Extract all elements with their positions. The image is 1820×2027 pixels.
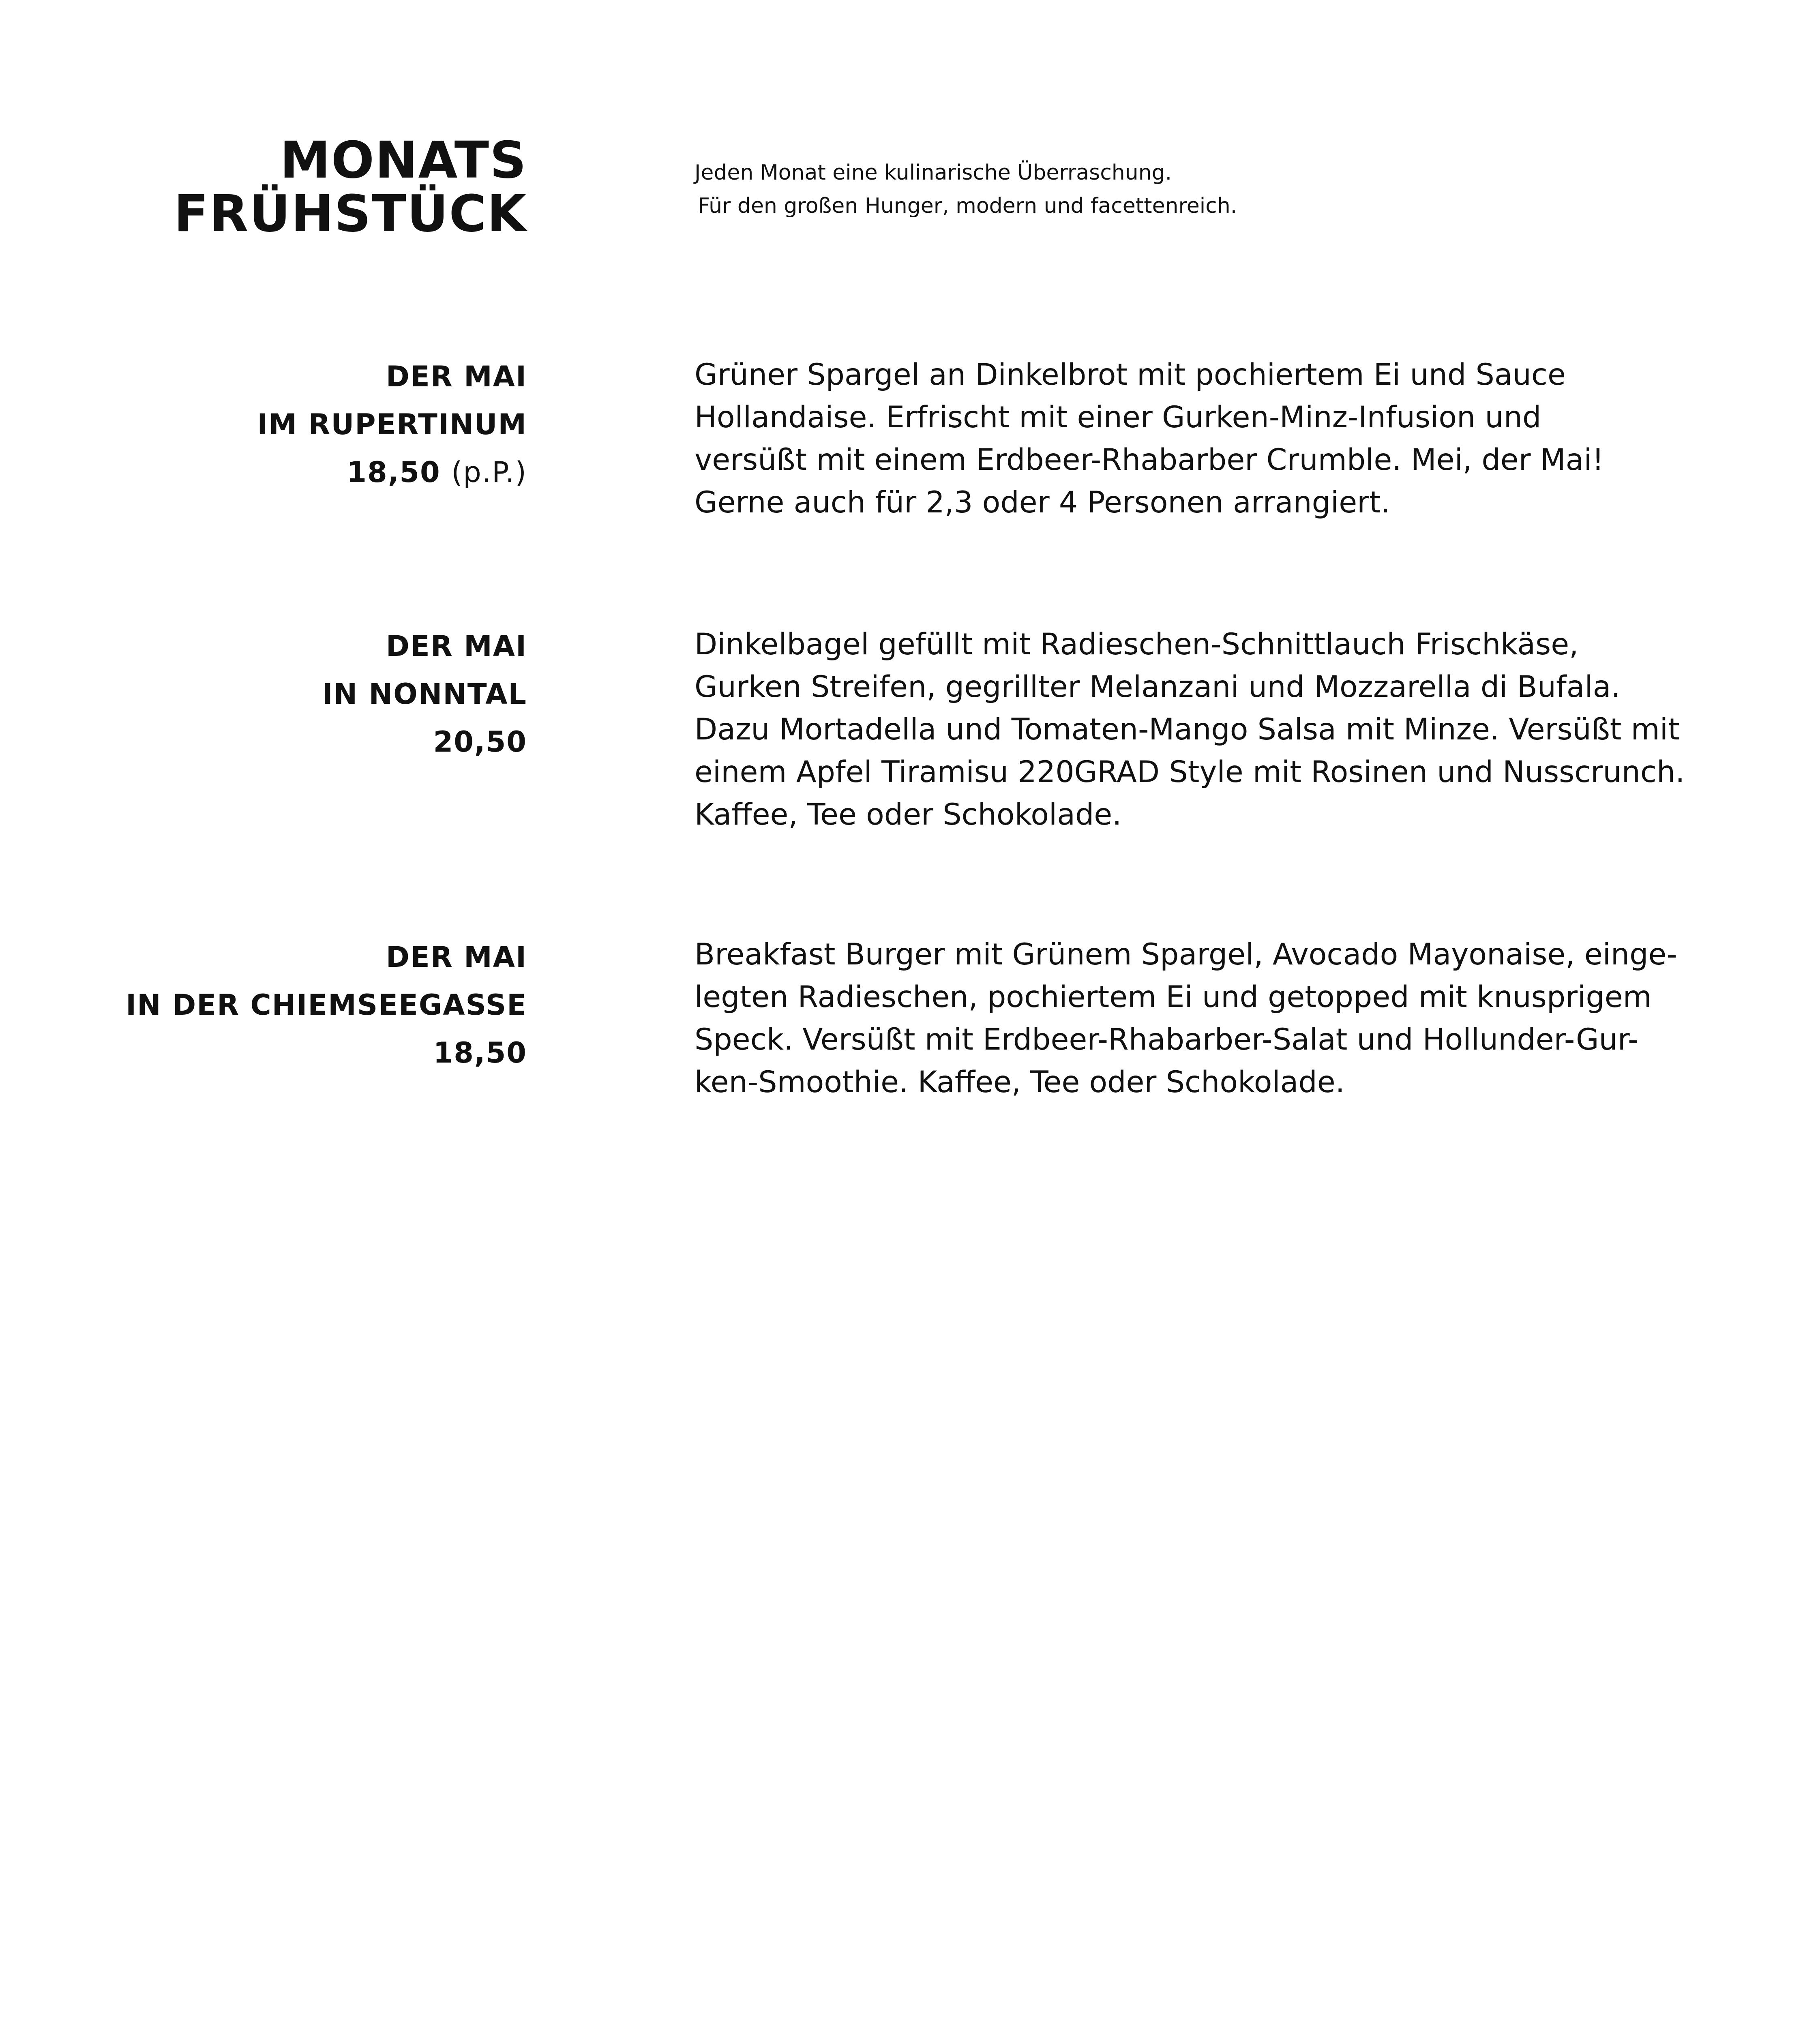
section-label-rupertinum bbox=[257, 353, 527, 496]
section-month: DER MAI bbox=[386, 941, 527, 974]
section-price: 20,50 bbox=[433, 725, 527, 759]
description-line: legten Radieschen, pochiertem Ei und getopped mit knusprigem bbox=[695, 980, 1652, 1014]
description-line: Dinkelbagel gefüllt mit Radieschen-Schnittlauch Frischkäse, bbox=[695, 627, 1579, 662]
section-location: IN NONNTAL bbox=[322, 677, 527, 711]
section-price-line bbox=[257, 448, 527, 496]
price-unit: (p.P.) bbox=[451, 456, 527, 489]
section-description-chiemseegasse bbox=[695, 933, 1677, 1103]
section-location: IN DER CHIEMSEEGASSE bbox=[126, 988, 527, 1022]
title-line-2: FRÜHSTÜCK bbox=[174, 184, 527, 243]
description-line: Kaffee, Tee oder Schokolade. bbox=[695, 797, 1122, 832]
description-line: Speck. Versüßt mit Erdbeer-Rhabarber-Salat und Hollunder-Gur- bbox=[695, 1022, 1639, 1057]
description-line: einem Apfel Tiramisu 220GRAD Style mit Rosinen und Nusscrunch. bbox=[695, 755, 1685, 789]
description-line: Breakfast Burger mit Grünem Spargel, Avocado Mayonaise, einge- bbox=[695, 937, 1677, 972]
section-price: 18,50 bbox=[347, 456, 441, 489]
title-line-1: MONATS bbox=[280, 131, 527, 190]
intro-text bbox=[695, 156, 1237, 223]
description-line: Gurken Streifen, gegrillter Melanzani und Mozzarella di Bufala. bbox=[695, 670, 1621, 704]
section-month: DER MAI bbox=[386, 630, 527, 663]
description-line: Grüner Spargel an Dinkelbrot mit pochiertem Ei und Sauce bbox=[695, 358, 1566, 392]
description-line: versüßt mit einem Erdbeer-Rhabarber Crumble. Mei, der Mai! bbox=[695, 443, 1604, 477]
description-line: ken-Smoothie. Kaffee, Tee oder Schokolade. bbox=[695, 1065, 1345, 1099]
intro-line-2: Für den großen Hunger, modern und facettenreich. bbox=[698, 194, 1237, 218]
section-label-nonntal bbox=[322, 622, 527, 766]
section-location: IM RUPERTINUM bbox=[257, 408, 527, 441]
page-title bbox=[174, 131, 527, 243]
section-description-nonntal bbox=[695, 623, 1685, 836]
description-line: Hollandaise. Erfrischt mit einer Gurken-Minz-Infusion und bbox=[695, 400, 1541, 435]
description-line: Dazu Mortadella und Tomaten-Mango Salsa mit Minze. Versüßt mit bbox=[695, 712, 1680, 747]
description-line: Gerne auch für 2,3 oder 4 Personen arrangiert. bbox=[695, 485, 1390, 520]
section-month: DER MAI bbox=[386, 360, 527, 393]
section-description-rupertinum bbox=[695, 354, 1604, 524]
section-price: 18,50 bbox=[433, 1036, 527, 1069]
section-label-chiemseegasse bbox=[126, 933, 527, 1077]
intro-line-1: Jeden Monat eine kulinarische Überraschung. bbox=[695, 161, 1172, 185]
